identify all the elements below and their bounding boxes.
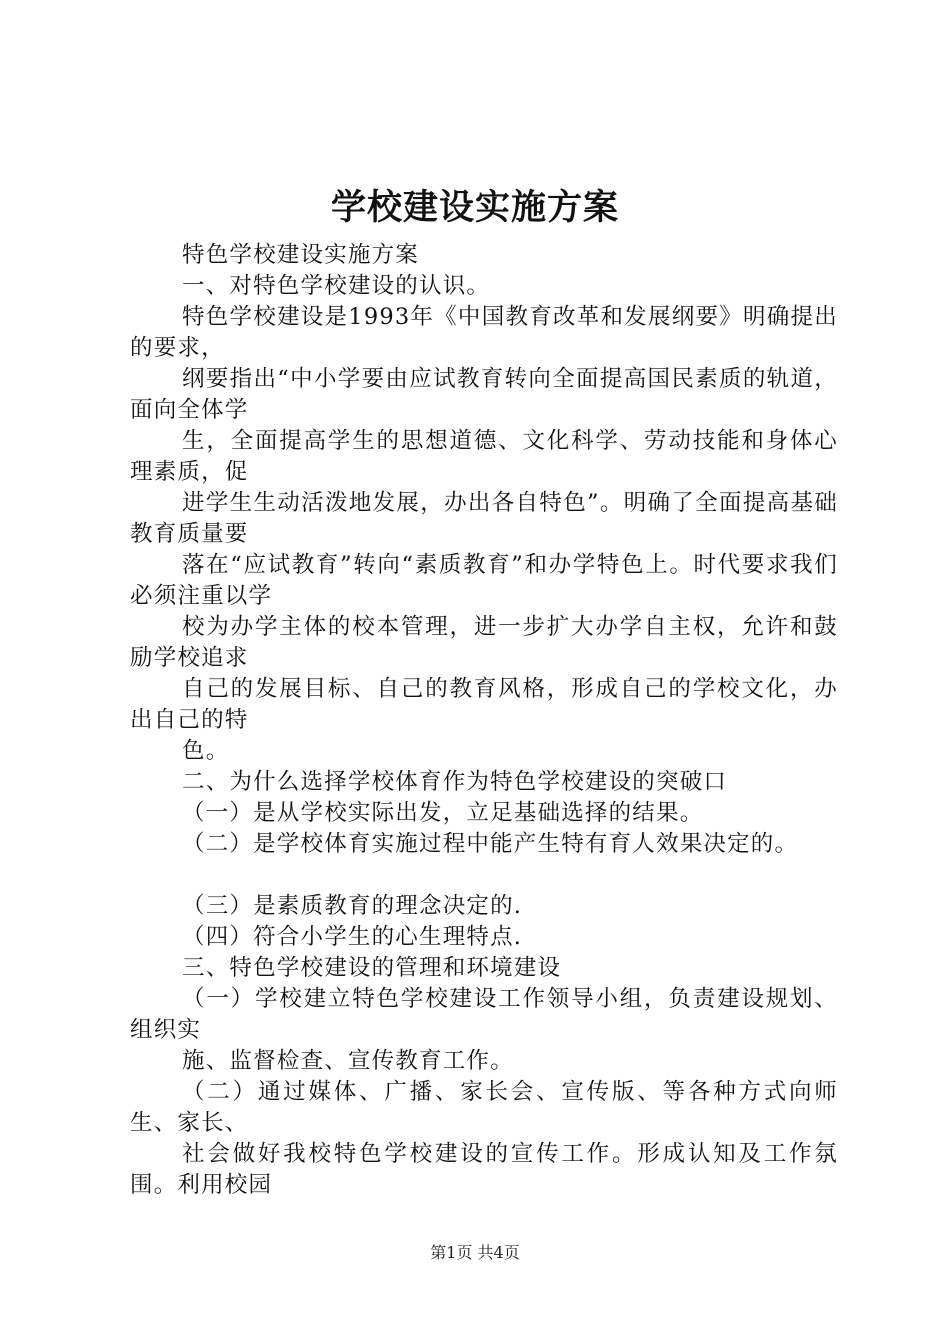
- paragraph: 生，全面提高学生的思想道德、文化科学、劳动技能和身体心理素质，促: [130, 428, 838, 485]
- paragraph: 特色学校建设是1993年《中国教育改革和发展纲要》明确提出的要求，: [130, 304, 838, 361]
- section-heading: 三、特色学校建设的管理和环境建设: [182, 955, 562, 981]
- paragraph: 落在“应试教育”转向“素质教育”和办学特色上。时代要求我们必须注重以学: [130, 552, 838, 609]
- section-heading: 一、对特色学校建设的认识。: [182, 273, 491, 299]
- list-item: （四）符合小学生的心生理特点.: [182, 924, 523, 950]
- paragraph: 施、监督检查、宣传教育工作。: [182, 1048, 514, 1074]
- section-heading: 二、为什么选择学校体育作为特色学校建设的突破口: [182, 769, 728, 795]
- document-body: [130, 240, 838, 1201]
- list-item: （一）学校建立特色学校建设工作领导小组，负责建设规划、组织实: [130, 986, 838, 1043]
- list-item: （三）是素质教育的理念决定的.: [182, 893, 523, 919]
- paragraph: 色。: [182, 738, 230, 764]
- paragraph: 特色学校建设实施方案: [182, 242, 420, 268]
- list-item: （一）是从学校实际出发，立足基础选择的结果。: [182, 800, 704, 826]
- paragraph: 进学生生动活泼地发展，办出各自特色”。明确了全面提高基础教育质量要: [130, 490, 838, 547]
- list-item: （二）是学校体育实施过程中能产生特有育人效果决定的。: [182, 831, 799, 857]
- list-item: （二）通过媒体、广播、家长会、宣传版、等各种方式向师生、家长、: [130, 1079, 838, 1136]
- page-number: 第1页 共4页: [430, 1243, 520, 1262]
- document-title: 学校建设实施方案: [330, 187, 619, 228]
- paragraph: 纲要指出“中小学要由应试教育转向全面提高国民素质的轨道，面向全体学: [130, 366, 838, 423]
- paragraph: 自己的发展目标、自己的教育风格，形成自己的学校文化，办出自己的特: [130, 676, 838, 733]
- paragraph: 社会做好我校特色学校建设的宣传工作。形成认知及工作氛围。利用校园: [130, 1141, 838, 1198]
- paragraph: 校为办学主体的校本管理，进一步扩大办学自主权，允许和鼓励学校追求: [130, 614, 838, 671]
